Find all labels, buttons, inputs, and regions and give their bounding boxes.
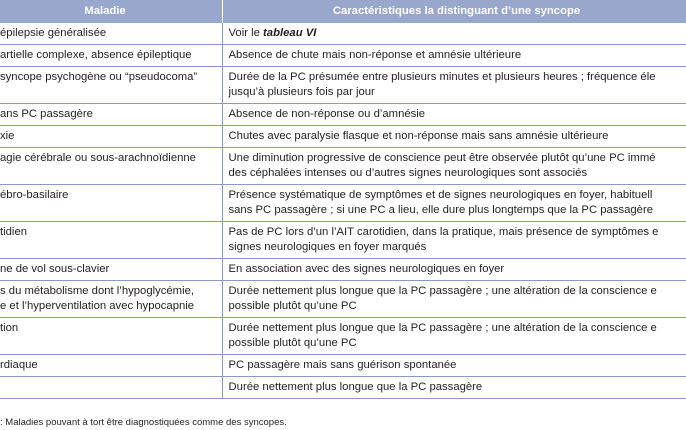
characteristics-cell [222,126,686,148]
characteristics-cell [222,23,686,45]
header-characteristics [222,0,686,23]
characteristics-cell [222,259,686,281]
disease-text: ébro-basilaire [0,189,69,201]
characteristics-cell [222,45,686,67]
disease-cell [0,318,222,355]
characteristics-cell [222,222,686,259]
disease-text: épilepsie généralisée [0,27,107,39]
table-row [0,355,686,377]
disease-text: rdiaque [0,359,38,371]
table-row [0,104,686,126]
characteristics-text: signes neurologiques en foyer marqués [228,241,427,253]
disease-cell [0,104,222,126]
table-row [0,67,686,104]
disease-cell [0,259,222,281]
characteristics-cell [222,355,686,377]
characteristics-text: sans PC passagère ; si une PC a lieu, elle dure plus longtemps que la PC passagère [228,204,654,216]
disease-cell [0,126,222,148]
disease-cell [0,377,222,399]
characteristics-text: Absence de non-réponse ou d’amnésie [228,108,426,120]
see-table-prefix: Voir le [228,27,264,39]
disease-text: artielle complexe, absence épileptique [0,49,192,61]
characteristics-cell [222,67,686,104]
disease-cell [0,281,222,318]
disease-cell [0,23,222,45]
table-header [0,0,686,23]
disease-text: agie cérébrale ou sous-arachnoïdienne [0,152,196,164]
disease-text: syncope psychogène ou “pseudocoma” [0,71,198,83]
characteristics-text: Durée nettement plus longue que la PC passagère ; une altération de la conscience e [228,322,657,334]
characteristics-text: possible plutôt qu’une PC [228,337,357,349]
characteristics-cell [222,148,686,185]
header-row [0,0,686,23]
characteristics-cell [222,185,686,222]
disease-text [0,380,218,395]
characteristics-text: PC passagère mais sans guérison spontanée [228,359,457,371]
disease-text: ans PC passagère [0,108,93,120]
disease-cell [0,222,222,259]
disease-text: xie [0,130,15,142]
characteristics-text: Absence de chute mais non-réponse et amnésie ultérieure [228,49,522,61]
disease-cell [0,355,222,377]
characteristics-text: Pas de PC lors d’un l’AIT carotidien, dans la pratique, mais présence de symptômes e [228,226,659,238]
disease-text: e et l’hyperventilation avec hypocapnie [0,300,195,312]
characteristics-text: jusqu’à plusieurs fois par jour [228,86,375,98]
table-reference-link[interactable]: tableau VI [263,27,317,39]
characteristics-cell [222,281,686,318]
disease-cell [0,67,222,104]
characteristics-text: Durée nettement plus longue que la PC passagère ; une altération de la conscience e [228,285,657,297]
disease-text: tidien [0,226,28,238]
characteristics-cell [222,318,686,355]
disease-text: tion [0,322,19,334]
characteristics-cell [222,104,686,126]
characteristics-text [229,26,683,41]
characteristics-text: Durée de la PC présumée entre plusieurs minutes et plusieurs heures ; fréquence éle [228,71,656,83]
disease-text: ne de vol sous-clavier [0,263,110,275]
characteristics-text: des céphalées intenses ou d’autres signes neurologiques sont associés [228,167,588,179]
characteristics-cell [222,377,686,399]
characteristics-text: possible plutôt qu’une PC [228,300,357,312]
table-row [0,259,686,281]
table-row [0,45,686,67]
disease-cell [0,45,222,67]
characteristics-text: Une diminution progressive de conscience peut être observée plutôt qu’une PC immé [228,152,656,164]
disease-cell [0,148,222,185]
table-row [0,222,686,259]
table-row [0,377,686,399]
characteristics-text: En association avec des signes neurologiques en foyer [228,263,505,275]
table-row [0,185,686,222]
table-row [0,126,686,148]
header-disease [0,0,222,23]
header-characteristics-label: Caractéristiques la distinguant d’une syncope [332,5,581,17]
characteristics-text: Durée nettement plus longue que la PC passagère [228,381,483,393]
table-row [0,318,686,355]
disease-cell [0,185,222,222]
table-row [0,281,686,318]
header-disease-label: Maladie [84,5,126,17]
characteristics-text: Chutes avec paralysie flasque et non-réponse mais sans amnésie ultérieure [228,130,609,142]
characteristics-text: Présence systématique de symptômes et de signes neurologiques en foyer, habituell [228,189,653,201]
table-caption: : Maladies pouvant à tort être diagnostiquées comme des syncopes. [0,417,287,428]
table-row [0,148,686,185]
table-body [0,23,686,399]
disease-text: s du métabolisme dont l’hypoglycémie, [0,285,195,297]
table-row [0,23,686,45]
